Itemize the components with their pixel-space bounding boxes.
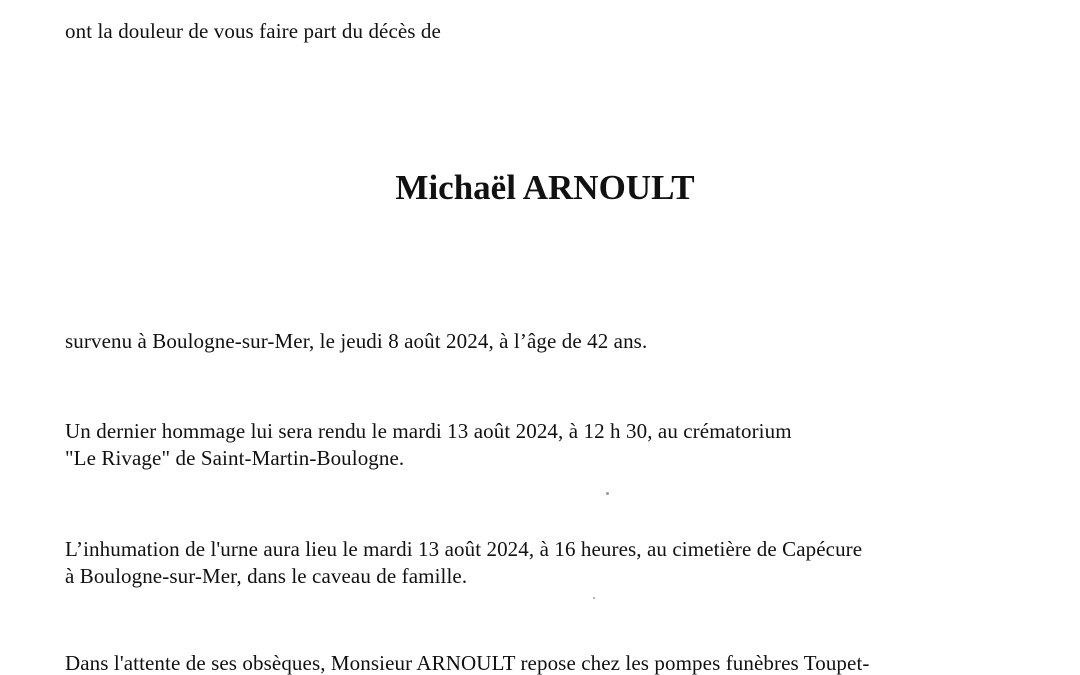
deceased-name: Michaël ARNOULT [395,168,695,207]
rest-line-1: Dans l'attente de ses obsèques, Monsieur ARNOULT repose chez les pompes funèbres Toupet- [65,651,870,675]
tribute-line-1: Un dernier hommage lui sera rendu le mardi 13 août 2024, à 12 h 30, au crématorium [65,419,792,443]
scan-speck [606,492,609,495]
intro-text: ont la douleur de vous faire part du décès de [65,19,441,43]
burial-line-2: à Boulogne-sur-Mer, dans le caveau de famille. [65,564,468,588]
tribute-line-2: "Le Rivage" de Saint-Martin-Boulogne. [65,446,405,470]
scan-speck [593,597,595,599]
burial-line-1: L’inhumation de l'urne aura lieu le mardi 13 août 2024, à 16 heures, au cimetière de Capécure [65,537,863,561]
death-notice-text: survenu à Boulogne-sur-Mer, le jeudi 8 août 2024, à l’âge de 42 ans. [65,329,648,353]
